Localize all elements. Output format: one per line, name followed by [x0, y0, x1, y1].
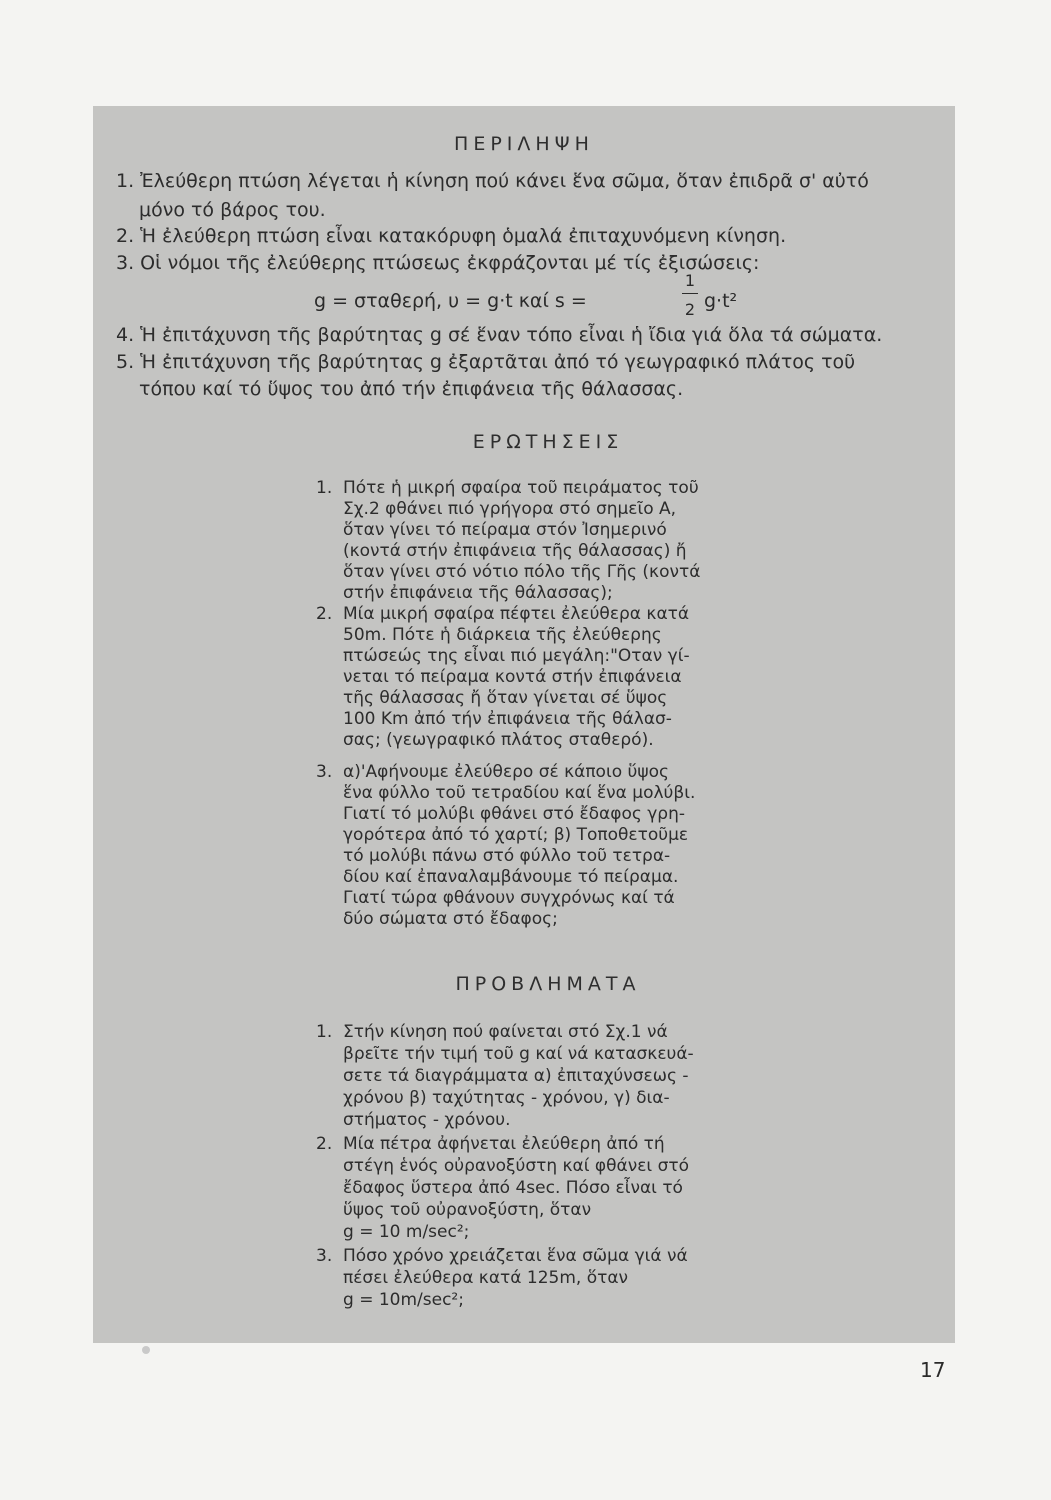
problem-line: στήματος - χρόνου.: [343, 1110, 511, 1130]
problem-line: πέσει ἐλεύθερα κατά 125m, ὅταν: [343, 1268, 629, 1288]
problem-line: βρεῖτε τήν τιμή τοῦ g καί νά κατασκευά-: [343, 1044, 694, 1064]
question-line: Μία μικρή σφαίρα πέφτει ἐλεύθερα κατά: [343, 604, 690, 624]
question-line: 50m. Πότε ἡ διάρκεια τῆς ἐλεύθερης: [343, 625, 662, 645]
problem-number-2: 2.: [316, 1134, 333, 1154]
question-line: Γιατί τώρα φθάνουν συγχρόνως καί τά: [343, 888, 675, 908]
formula-denominator: 2: [684, 300, 696, 319]
question-line: τό μολύβι πάνω στό φύλλο τοῦ τετρα-: [343, 846, 671, 866]
problem-line: Στήν κίνηση πού φαίνεται στό Σχ.1 νά: [343, 1022, 668, 1042]
question-line: Σχ.2 φθάνει πιό γρήγορα στό σημεῖο Α,: [343, 499, 677, 519]
question-line: δίου καί ἐπαναλαμβάνουμε τό πείραμα.: [343, 867, 679, 887]
question-line: στήν ἐπιφάνεια τῆς θάλασσας);: [343, 583, 613, 603]
problem-line: ὕψος τοῦ οὐρανοξύστη, ὅταν: [343, 1200, 592, 1220]
question-line: Πότε ἡ μικρή σφαίρα τοῦ πειράματος τοῦ: [343, 478, 699, 498]
problem-line: σετε τά διαγράμματα α) ἐπιταχύνσεως -: [343, 1066, 689, 1086]
question-line: γορότερα ἀπό τό χαρτί; β) Τοποθετοῦμε: [343, 825, 689, 845]
summary-line-4: 4. Ἡ ἐπιτάχυνση τῆς βαρύτητας g σέ ἕναν τόπο εἶναι ἡ ἴδια γιά ὅλα τά σώματα.: [116, 324, 883, 346]
question-line: δύο σώματα στό ἔδαφος;: [343, 909, 558, 929]
formula-right: g·t²: [704, 290, 738, 312]
summary-heading: ΠΕΡΙΛΗΨΗ: [454, 133, 594, 155]
question-line: ὅταν γίνει στό νότιο πόλο τῆς Γῆς (κοντά: [343, 562, 701, 582]
question-line: α)'Αφήνουμε ἐλεύθερο σέ κάποιο ὕψος: [343, 762, 669, 782]
summary-line-3: 3. Οἱ νόμοι τῆς ἐλεύθερης πτώσεως ἐκφράζονται μέ τίς ἐξισώσεις:: [116, 252, 760, 274]
question-line: ὅταν γίνει τό πείραμα στόν Ἰσημερινό: [343, 520, 667, 540]
problem-line: χρόνου β) ταχύτητας - χρόνου, γ) δια-: [343, 1088, 670, 1108]
problem-line: ἔδαφος ὕστερα ἀπό 4sec. Πόσο εἶναι τό: [343, 1178, 683, 1198]
question-number-2: 2.: [316, 604, 333, 624]
question-line: σας; (γεωγραφικό πλάτος σταθερό).: [343, 730, 654, 750]
question-line: ἕνα φύλλο τοῦ τετραδίου καί ἕνα μολύβι.: [343, 783, 696, 803]
problem-line: Μία πέτρα ἀφήνεται ἐλεύθερη ἀπό τή: [343, 1134, 665, 1154]
problem-line: g = 10m/sec²;: [343, 1290, 464, 1310]
ink-spot: [142, 1346, 150, 1354]
problem-line: g = 10 m/sec²;: [343, 1222, 470, 1242]
question-number-3: 3.: [316, 762, 333, 782]
questions-heading: ΕΡΩΤΗΣΕΙΣ: [472, 431, 624, 453]
page-number: 17: [920, 1358, 946, 1382]
problem-line: στέγη ἑνός οὐρανοξύστη καί φθάνει στό: [343, 1156, 689, 1176]
summary-line-2: 2. Ἡ ἐλεύθερη πτώση εἶναι κατακόρυφη ὁμαλά ἐπιταχυνόμενη κίνηση.: [116, 225, 787, 247]
formula-numerator: 1: [684, 271, 696, 290]
problem-line: Πόσο χρόνο χρειάζεται ἕνα σῶμα γιά νά: [343, 1246, 688, 1266]
summary-line-5-cont: τόπου καί τό ὕψος του ἀπό τήν ἐπιφάνεια τῆς θάλασσας.: [139, 378, 684, 400]
question-line: 100 Km ἀπό τήν ἐπιφάνεια τῆς θάλασ-: [343, 709, 672, 729]
problem-number-1: 1.: [316, 1022, 333, 1042]
question-number-1: 1.: [316, 478, 333, 498]
question-line: νεται τό πείραμα κοντά στήν ἐπιφάνεια: [343, 667, 682, 687]
summary-line-1: 1. Ἐλεύθερη πτώση λέγεται ἡ κίνηση πού κάνει ἕνα σῶμα, ὅταν ἐπιδρᾶ σ' αὐτό: [116, 170, 869, 192]
question-line: τῆς θάλασσας ἤ ὅταν γίνεται σέ ὕψος: [343, 688, 668, 708]
summary-line-1-cont: μόνο τό βάρος του.: [139, 199, 326, 221]
question-line: πτώσεώς της εἶναι πιό μεγάλη:"Οταν γί-: [343, 646, 690, 666]
question-line: (κοντά στήν ἐπιφάνεια τῆς θάλασσας) ἤ: [343, 541, 687, 561]
summary-line-5: 5. Ἡ ἐπιτάχυνση τῆς βαρύτητας g ἐξαρτᾶται ἀπό τό γεωγραφικό πλάτος τοῦ: [116, 351, 856, 373]
formula-fraction-bar: [682, 293, 698, 294]
question-line: Γιατί τό μολύβι φθάνει στό ἔδαφος γρη-: [343, 804, 686, 824]
formula-left: g = σταθερή, υ = g·t καί s =: [314, 290, 587, 312]
problem-number-3: 3.: [316, 1246, 333, 1266]
problems-heading: ΠΡΟΒΛΗΜΑΤΑ: [455, 973, 641, 995]
